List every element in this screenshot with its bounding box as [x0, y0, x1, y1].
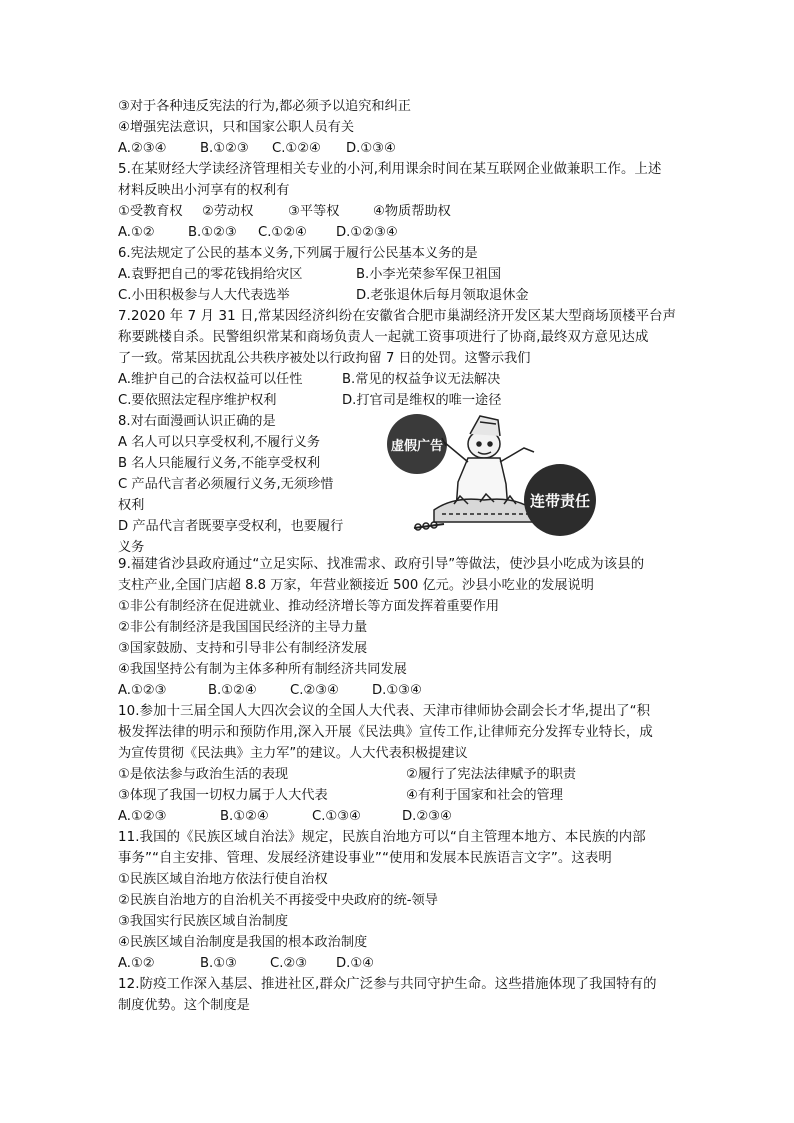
q9-item-4: ④我国坚持公有制为主体多种所有制经济共同发展: [118, 662, 407, 677]
q8-option-c-line2: 权利: [118, 498, 145, 513]
q10-stem-line2: 极发挥法律的明示和预防作用,深入开展《民法典》宣传工作,让律师充分发挥专业特长，成: [118, 725, 653, 740]
q9-option-d: D.①③④: [372, 683, 422, 698]
q9-item-2: ②非公有制经济是我国国民经济的主导力量: [118, 620, 368, 635]
q11-option-d: D.①④: [336, 956, 374, 971]
q5-item-2: ②劳动权: [202, 204, 254, 219]
q6-stem: 6.宪法规定了公民的基本义务,下列属于履行公民基本义务的是: [118, 246, 478, 261]
q5-option-d: D.①②③④: [336, 225, 398, 240]
q8-option-b: B 名人只能履行义务,不能享受权利: [118, 456, 321, 471]
q9-option-c: C.②③④: [290, 683, 339, 698]
q9-stem-line2: 支柱产业,全国门店超 8.8 万家，年营业额接近 500 亿元。沙县小吃业的发展说明: [118, 578, 594, 593]
q9-option-a: A.①②③: [118, 683, 167, 698]
q11-stem-line2: 事务”“自主安排、管理、发展经济建设事业”“使用和发展本民族语言文字”。这表明: [118, 851, 612, 866]
q9-stem-line1: 9.福建省沙县政府通过“立足实际、找准需求、政府引导”等做法，使沙县小吃成为该县的: [118, 557, 645, 572]
q7-option-b: B.常见的权益争议无法解决: [342, 372, 501, 387]
q5-stem-line2: 材料反映出小河享有的权利有: [118, 183, 290, 198]
q8-option-d-line1: D 产品代言者既要享受权利，也要履行: [118, 519, 344, 534]
q10-option-a: A.①②③: [118, 809, 167, 824]
q10-item-4: ④有利于国家和社会的管理: [406, 788, 563, 803]
q11-item-1: ①民族区域自治地方依法行使自治权: [118, 872, 328, 887]
q11-option-c: C.②③: [270, 956, 308, 971]
q12-stem-line2: 制度优势。这个制度是: [118, 998, 250, 1013]
q10-stem-line1: 10.参加十三届全国人大四次会议的全国人大代表、天津市律师协会副会长才华,提出了“积: [118, 704, 651, 719]
q5-item-4: ④物质帮助权: [373, 204, 451, 219]
q9-option-b: B.①②④: [208, 683, 257, 698]
q6-option-a: A.袁野把自己的零花钱捐给灾区: [118, 267, 303, 282]
q4-option-d: D.①③④: [346, 141, 396, 156]
q6-option-d: D.老张退休后每月领取退休金: [356, 288, 529, 303]
q8-option-a: A 名人可以只享受权利,不履行义务: [118, 435, 321, 450]
q5-stem-line1: 5.在某财经大学读经济管理相关专业的小河,利用课余时间在某互联网企业做兼职工作。上述: [118, 162, 662, 177]
q9-item-3: ③国家鼓励、支持和引导非公有制经济发展: [118, 641, 368, 656]
q11-stem-line1: 11.我国的《民族区域自治法》规定，民族自治地方可以“自主管理本地方、本民族的内部: [118, 830, 646, 845]
q10-option-b: B.①②④: [220, 809, 269, 824]
q6-option-c: C.小田积极参与人大代表选举: [118, 288, 290, 303]
q7-stem-line2: 称要跳楼自杀。民警组织常某和商场负责人一起就工资事项进行了协商,最终双方意见达成: [118, 330, 649, 345]
q10-item-3: ③体现了我国一切权力属于人大代表: [118, 788, 328, 803]
q4-item-3: ③对于各种违反宪法的行为,都必须予以追究和纠正: [118, 99, 411, 114]
q7-option-d: D.打官司是维权的唯一途径: [342, 393, 502, 408]
q11-item-2: ②民族自治地方的自治机关不再接受中央政府的统-领导: [118, 893, 438, 908]
q5-item-3: ③平等权: [288, 204, 340, 219]
q10-option-c: C.①③④: [312, 809, 361, 824]
q7-stem-line3: 了一致。常某因扰乱公共秩序被处以行政拘留 7 日的处罚。这警示我们: [118, 351, 531, 366]
q5-option-a: A.①②: [118, 225, 155, 240]
q7-option-c: C.要依照法定程序维护权利: [118, 393, 277, 408]
q4-option-a: A.②③④: [118, 141, 167, 156]
cartoon-image: [384, 412, 602, 536]
q5-option-b: B.①②③: [188, 225, 237, 240]
cartoon-right-label: 连带责任: [529, 492, 591, 510]
q10-item-2: ②履行了宪法法律赋予的职责: [406, 767, 577, 782]
q8-stem: 8.对右面漫画认识正确的是: [118, 414, 276, 429]
q10-option-d: D.②③④: [402, 809, 452, 824]
q4-option-c: C.①②④: [272, 141, 321, 156]
q5-option-c: C.①②④: [258, 225, 307, 240]
q4-option-b: B.①②③: [200, 141, 249, 156]
q5-item-1: ①受教育权: [118, 204, 183, 219]
q8-option-d-line2: 义务: [118, 540, 145, 555]
q8-option-c-line1: C 产品代言者必须履行义务,无须珍惜: [118, 477, 334, 492]
q10-item-1: ①是依法参与政治生活的表现: [118, 767, 289, 782]
q4-item-4: ④增强宪法意识，只和国家公职人员有关: [118, 120, 355, 135]
q11-option-a: A.①②: [118, 956, 155, 971]
q7-stem-line1: 7.2020 年 7 月 31 日,常某因经济纠纷在安徽省合肥市巢湖经济开发区某大型商场顶楼平台声: [118, 309, 677, 324]
q12-stem-line1: 12.防疫工作深入基层、推进社区,群众广泛参与共同守护生命。这些措施体现了我国特有的: [118, 977, 657, 992]
q7-option-a: A.维护自己的合法权益可以任性: [118, 372, 303, 387]
q9-item-1: ①非公有制经济在促进就业、推动经济增长等方面发挥着重要作用: [118, 599, 500, 614]
q11-item-3: ③我国实行民族区域自治制度: [118, 914, 289, 929]
q6-option-b: B.小李光荣参军保卫祖国: [356, 267, 502, 282]
q11-item-4: ④民族区域自治制度是我国的根本政治制度: [118, 935, 368, 950]
q10-stem-line3: 为宣传贯彻《民法典》主力军”的建议。人大代表积极提建议: [118, 746, 468, 761]
cartoon-left-label: 虚假广告: [390, 439, 444, 454]
q11-option-b: B.①③: [200, 956, 237, 971]
